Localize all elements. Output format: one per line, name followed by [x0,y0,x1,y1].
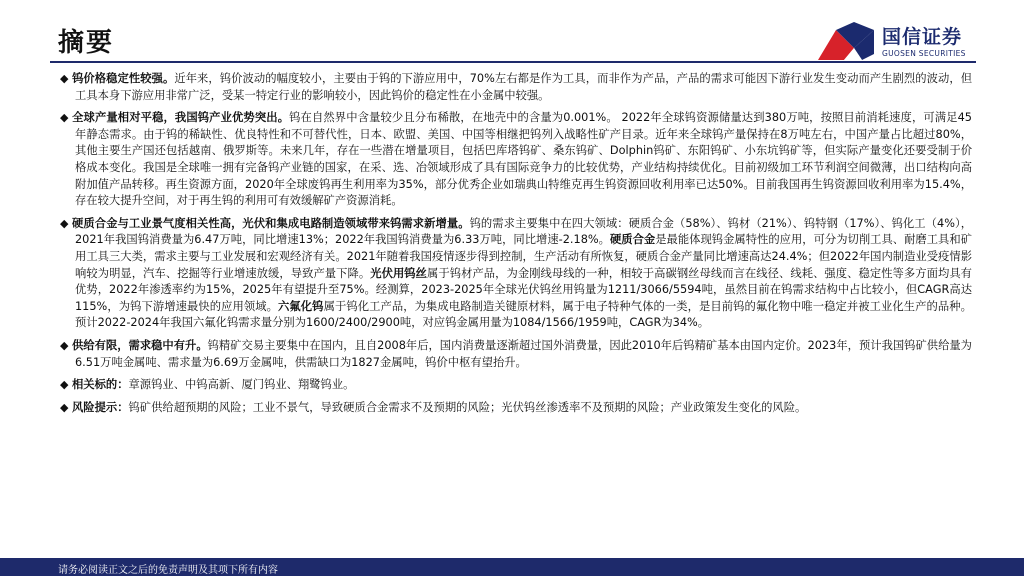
bullet-diamond-icon: ◆ [60,72,69,85]
paragraph-lead: 供给有限，需求稳中有升。 [72,338,208,352]
page-footer [0,558,1024,576]
bullet-diamond-icon: ◆ [60,216,69,230]
paragraph-text: 钨矿供给超预期的风险；工业不景气，导致硬质合金需求不及预期的风险；光伏钨丝渗透率不及预期的风险；产业政策发生变化的风险。 [128,400,807,414]
guosen-logo-mark [814,20,878,62]
paragraph-supply [60,338,972,371]
paragraph-price-stability [60,71,972,104]
paragraph-text: 钨的需求主要集中在四大领域：硬质合金（58%）、钨材（21%）、钨特钢（17%）、钨化工（4%），2021年我国钨消费量为6.47万吨，同比增速13%；2022年我国钨消费量为6.33万吨，同比增速-2.18%。 [75,216,972,247]
bullet-diamond-icon: ◆ [60,378,69,392]
paragraph-related-stocks [60,377,972,394]
paragraph-lead-carbide: 硬质合金 [609,233,656,247]
page-title: 摘要 [58,28,115,58]
paragraph-demand [60,216,972,332]
logo-name: 国信证券 [882,26,963,48]
paragraph-global-production [60,110,972,210]
disclaimer-text: 请务必阅读正文之后的免责声明及其项下所有内容 [58,565,278,576]
logo-subtitle: GUOSEN SECURITIES [882,49,966,58]
header-divider [50,61,976,63]
paragraph-lead: 相关标的： [72,378,129,392]
paragraph-lead-wf6: 六氟化钨 [278,299,324,313]
summary-content [60,71,972,422]
bullet-diamond-icon: ◆ [60,338,69,352]
paragraph-lead: 钨价格稳定性较强。 [72,72,175,85]
paragraph-text: 钨在自然界中含量较少且分布稀散，在地壳中的含量为0.001%。 2022年全球钨资源储量达到380万吨，按照目前消耗速度，可满足45年静态需求。由于钨的稀缺性、优良特性和不可替代性，日本、欧盟、美国、中国等相继把钨列入战略性矿产目录。近年来全球钨产量保持在8万吨左右，中国产量占比超过80%，其他主要生产国还包括越南、俄罗斯等。未来几年，存在一些潜在增量项目，包括巴库塔钨矿、桑东钨矿、Dolphin钨矿、东阳钨矿、小东坑钨矿等，但实际产量变化还要受制于价格成本变化。我国是全球唯一拥有完备钨产业链的国家，在采、选、冶领域形成了具有国际竞争力的比较优势，产业结构持续优化。目前初级加工环节利润空间微薄，出口结构向高附加值产品转移。再生资源方面，2020年全球废钨再生利用率为35%，部分优秀企业如瑞典山特维克再生钨资源回收利用率已达50%。目前我国再生钨资源回收利用率为15.4%，存在较大提升空间，对于再生钨的利用可有效缓解矿产资源消耗。 [75,111,972,208]
bullet-diamond-icon: ◆ [60,400,69,414]
paragraph-text-carbide: 是最能体现钨金属特性的应用，可分为切削工具、耐磨工具和矿用工具三大类，需求主要与工业发展和宏观经济有关。2021年随着我国疫情逐步得到控制，生产活动有所恢复，硬质合金产量同比增速高达24.4%；但2022年国内制造业受疫情影响较为明显，汽车、挖掘等行业增速放缓，导致产量下降。 [75,233,972,280]
paragraph-lead: 风险提示： [72,400,129,414]
paragraph-text: 钨精矿交易主要集中在国内，且自2008年后，国内消费量逐渐超过国外消费量，因此2010年后钨精矿基本由国内定价。2023年，预计我国钨矿供给量为6.51万吨金属吨、需求量为6.69万金属吨，供需缺口为1827金属吨，钨价中枢有望抬升。 [75,338,972,369]
page-header [0,0,1024,66]
paragraph-lead: 全球产量相对平稳，我国钨产业优势突出。 [72,111,290,125]
paragraph-lead-pv-wire: 光伏用钨丝 [370,266,428,280]
paragraph-text-pv-wire: 属于钨材产品，为金刚线母线的一种，相较于高碳钢丝母线而言在线径、线耗、强度、稳定性等多方面均具有优势，2022年渗透率约为15%，2025年有望提升至75%。经测算，2023-2025年全球光伏钨丝用钨量为1211/3066/5594吨，虽然目前在钨需求结构中占比较小，但CAGR高达115%，为钨下游增速最快的应用领域。 [75,266,972,313]
bullet-diamond-icon: ◆ [60,111,69,125]
paragraph-text-wf6: 属于钨化工产品，为集成电路制造关键原材料，属于电子特种气体的一类，是目前钨的氟化物中唯一稳定并被工业化生产的品种。预计2022-2024年我国六氟化钨需求量分别为1600/2400/2900吨，对应钨金属用量为1084/1566/1959吨，CAGR为34%。 [75,299,972,330]
paragraph-text: 章源钨业、中钨高新、厦门钨业、翔鹭钨业。 [128,378,355,392]
paragraph-text: 近年来，钨价波动的幅度较小，主要由于钨的下游应用中，70%左右都是作为工具，而非作为产品，产品的需求可能因下游行业发生变动而产生剧烈的波动，但工具本身下游应用非常广泛，受某一特定行业的影响较小，因此钨价的稳定性在小金属中较强。 [75,72,972,102]
paragraph-risk [60,400,972,417]
paragraph-lead: 硬质合金与工业景气度相关性高，光伏和集成电路制造领域带来钨需求新增量。 [72,216,470,230]
guosen-logo [814,20,974,62]
